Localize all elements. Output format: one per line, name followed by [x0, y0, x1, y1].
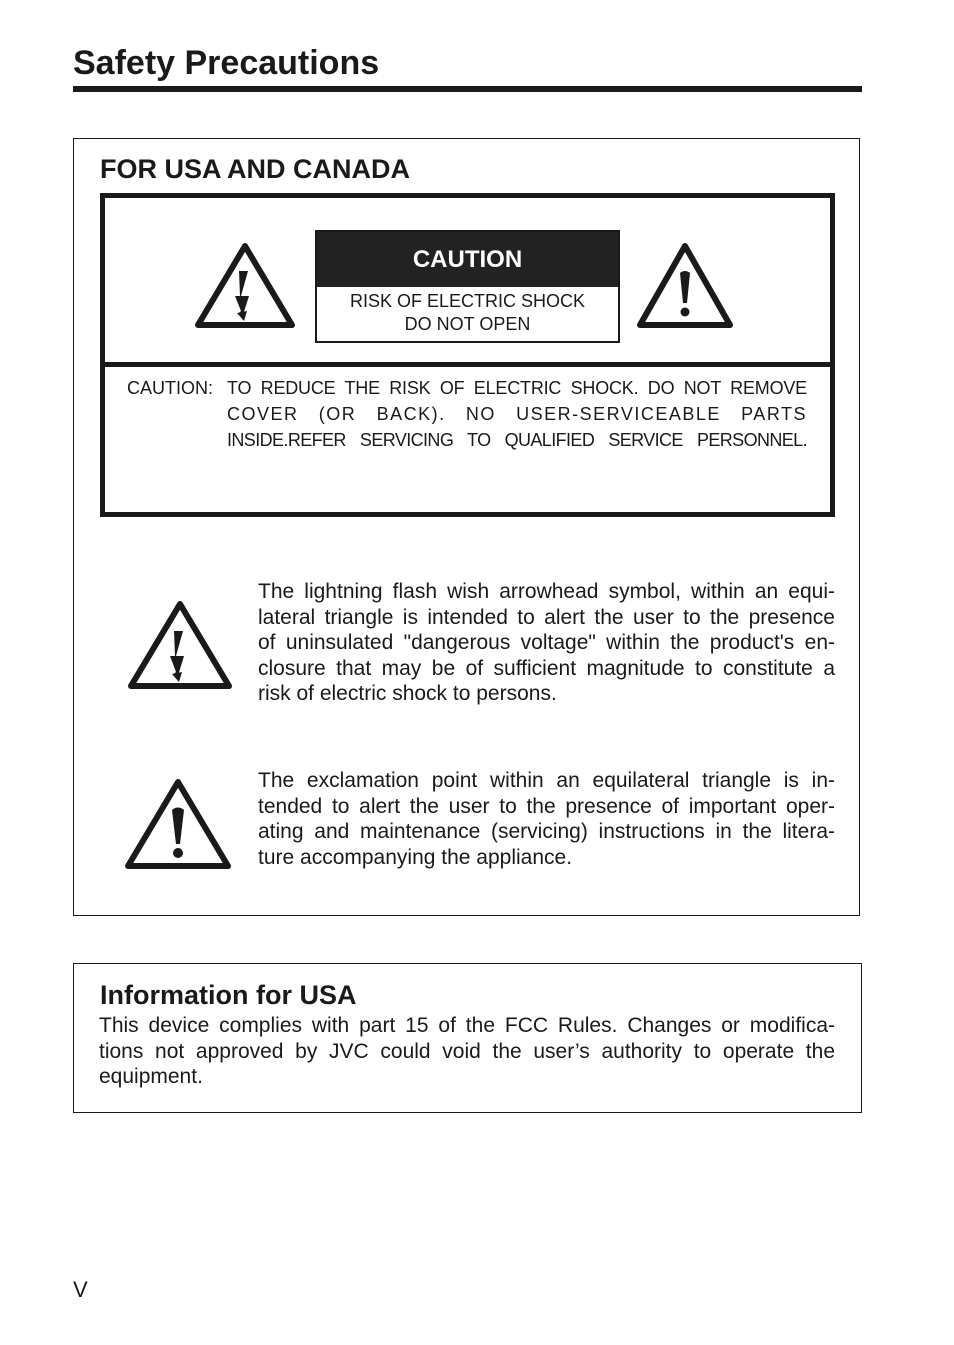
description-line: of uninsulated "dangerous voltage" within the product's en-: [258, 631, 835, 655]
page-title: Safety Precautions: [73, 44, 380, 82]
info-heading: Information for USA: [100, 980, 357, 1010]
section-heading: FOR USA AND CANADA: [100, 154, 410, 184]
page-number: V: [73, 1277, 88, 1302]
caution-panel: [315, 230, 620, 343]
description-line: tended to alert the user to the presence of important oper-: [258, 794, 835, 818]
caution-subtitle: [317, 290, 618, 336]
lightning-warning-icon: [195, 241, 295, 329]
description-line: The exclamation point within an equilateral triangle is in-: [258, 769, 835, 792]
info-line: equipment.: [99, 1065, 203, 1089]
caution-line-2: DO NOT OPEN: [404, 314, 531, 334]
description-line: closure that may be of sufficient magnitude to constitute a: [258, 656, 835, 680]
description-line: risk of electric shock to persons.: [258, 682, 557, 706]
info-body: [99, 1013, 835, 1090]
description-line: lateral triangle is intended to alert the user to the presence: [258, 605, 835, 629]
description-line: The lightning flash wish arrowhead symbol, within an equi-: [258, 580, 835, 603]
lightning-symbol-icon: [127, 599, 233, 691]
title-rule: [73, 86, 862, 92]
info-line: tions not approved by JVC could void the user’s authority to operate the: [99, 1039, 835, 1063]
caution-title: CAUTION: [317, 232, 618, 287]
caution-line-1: RISK OF ELECTRIC SHOCK: [349, 291, 586, 311]
caution-warning-line: TO REDUCE THE RISK OF ELECTRIC SHOCK. DO NOT REMOVE: [227, 378, 807, 398]
exclamation-description: [258, 768, 835, 870]
lightning-description: [258, 579, 835, 707]
description-line: ture accompanying the appliance.: [258, 845, 573, 869]
info-line: This device complies with part 15 of the FCC Rules. Changes or modifica-: [99, 1014, 835, 1037]
caution-warning-line: COVER (OR BACK). NO USER-SERVICEABLE PARTS: [227, 404, 807, 424]
caution-warning-text: [227, 375, 807, 453]
exclamation-warning-icon: [637, 241, 733, 329]
caution-prefix: CAUTION:: [127, 378, 214, 398]
caution-warning-line: INSIDE.REFER SERVICING TO QUALIFIED SERVICE PERSONNEL.: [227, 430, 807, 450]
caution-label-divider: [100, 362, 835, 367]
description-line: ating and maintenance (servicing) instructions in the litera-: [258, 820, 835, 844]
exclamation-symbol-icon: [124, 777, 232, 871]
